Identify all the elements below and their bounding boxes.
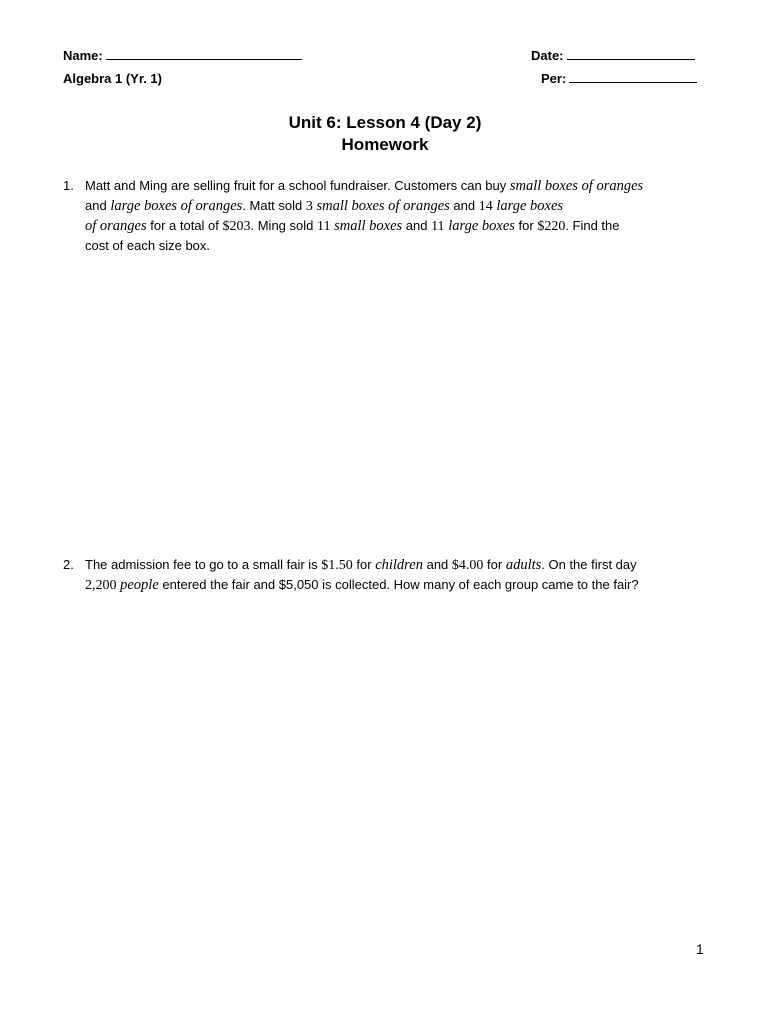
period-label: Per: [541,71,567,86]
name-label: Name: [63,48,103,63]
text-segment: for [352,557,376,572]
problem-number: 1. [63,178,74,193]
math-number: $220 [537,219,566,234]
text-segment: for [514,218,538,233]
math-expression: small boxes of oranges [316,198,450,214]
name-blank [106,48,302,60]
math-number: 11 [316,219,331,234]
problem-text [85,555,723,595]
math-expression: children [375,557,423,573]
math-expression: large boxes [492,198,564,214]
text-segment: . Find the [565,218,620,233]
math-number: 3 [305,199,313,214]
problem-line [85,236,723,255]
homework-title: Homework [341,135,429,154]
math-expression: of oranges [85,218,147,234]
date-label: Date: [531,48,564,63]
text-segment: entered the fair and $5,050 is collected. How many of each group came to the fair? [158,577,639,592]
course-label: Algebra 1 (Yr. 1) [63,71,162,86]
text-segment: and [422,557,452,572]
text-segment: The admission fee to go to a small fair is [85,557,322,572]
math-expression: large boxes [448,218,515,234]
problem-line [85,216,723,236]
text-segment: Matt and Ming are selling fruit for a school fundraiser. Customers can buy [85,178,510,193]
text-segment: for [483,557,506,572]
lesson-title: Unit 6: Lesson 4 (Day 2) [288,113,482,132]
problem-line [85,555,723,575]
math-expression: adults [505,557,542,573]
text-segment: cost of each size box. [85,238,211,253]
math-number: $4.00 [451,558,484,573]
problem-line [85,176,723,196]
text-segment: . On the first day [541,557,637,572]
text-segment: . Matt sold [242,198,306,213]
math-expression: small boxes of oranges [509,178,644,194]
problem-1 [63,176,723,255]
date-field [531,48,695,64]
problem-line [85,196,723,216]
name-field [63,48,302,64]
math-expression: small boxes [334,218,403,234]
date-blank [567,48,695,60]
problem-number: 2. [63,557,74,572]
text-segment: and [402,218,432,233]
problem-2 [63,555,723,595]
math-number: 11 [431,219,445,234]
text-segment: . Ming sold [250,218,317,233]
text-segment: for a total of [146,218,223,233]
math-expression: people [120,577,159,593]
page-number: 1 [696,941,704,957]
period-field [541,71,697,87]
text-segment: and [449,198,479,213]
period-blank [569,71,697,83]
math-number: 14 [478,199,493,214]
math-number: 2,200 [85,578,117,593]
problem-text [85,176,723,255]
math-number: $1.50 [321,558,353,573]
text-segment: and [85,198,111,213]
math-number: $203 [222,219,251,234]
math-expression: large boxes of oranges [110,198,243,214]
problem-line [85,575,723,595]
